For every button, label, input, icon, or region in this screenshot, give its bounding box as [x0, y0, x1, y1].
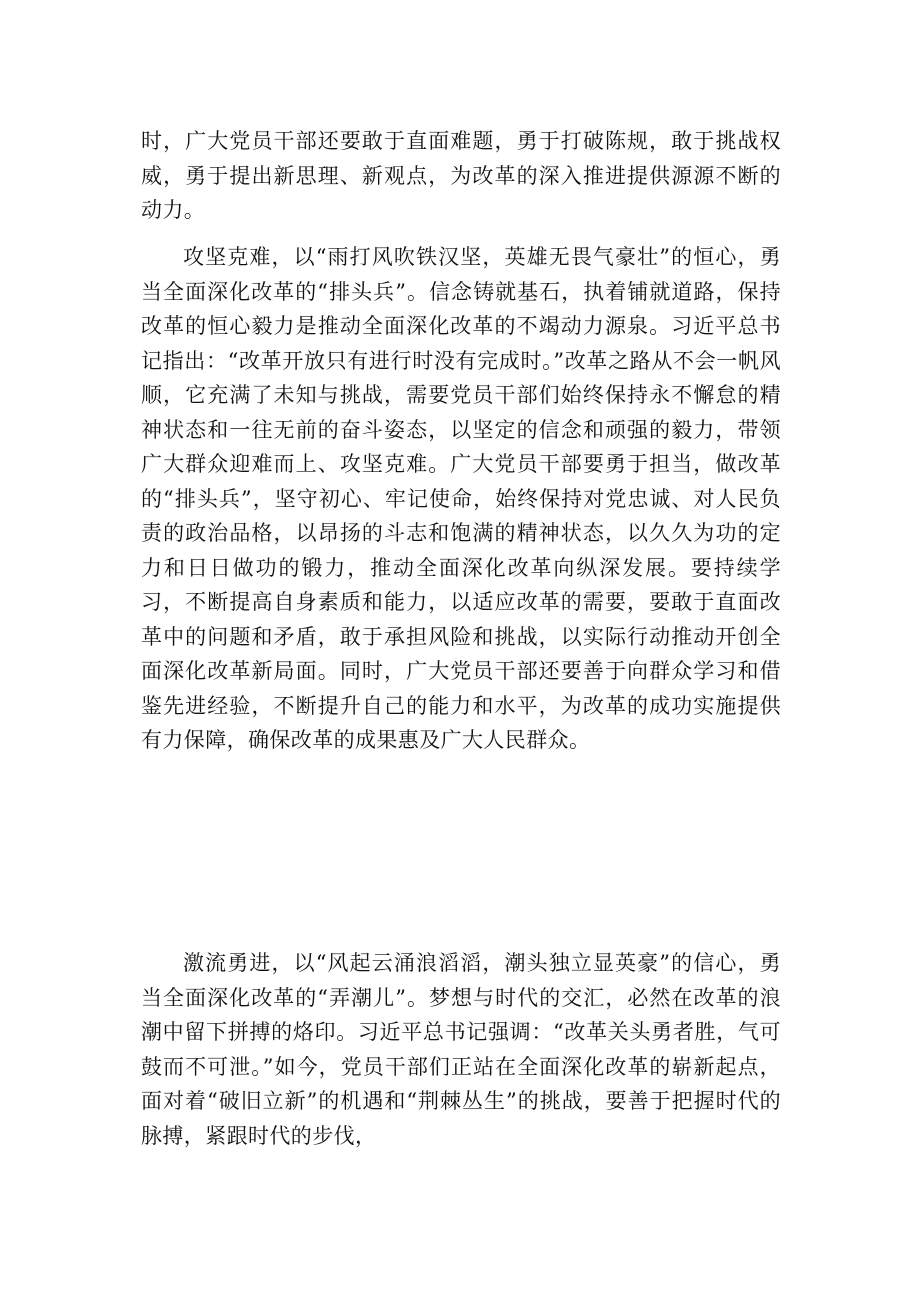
paragraph-gongjian: [141, 240, 781, 758]
paragraph-jiliu: [141, 946, 781, 1153]
paragraph-3: 激流勇进，以“风起云涌浪滔滔，潮头独立显英豪”的信心，勇当全面深化改革的“弄潮儿”。梦想与时代的交汇，必然在改革的浪潮中留下拼搏的烙印。习近平总书记强调：“改革关头勇者胜，气可鼓而不可泄。”如今，党员干部们正站在全面深化改革的崭新起点，面对着“破旧立新”的机遇和“荆棘丛生”的挑战，要善于把握时代的脉搏，紧跟时代的步伐，: [141, 951, 781, 1148]
paragraph-2: 攻坚克难，以“雨打风吹铁汉坚，英雄无畏气豪壮”的恒心，勇当全面深化改革的“排头兵”。信念铸就基石，执着铺就道路，保持改革的恒心毅力是推动全面深化改革的不竭动力源泉。习近平总书记指出：“改革开放只有进行时没有完成时。”改革之路从不会一帆风顺，它充满了未知与挑战，需要党员干部们始终保持永不懈怠的精神状态和一往无前的奋斗姿态，以坚定的信念和顽强的毅力，带领广大群众迎难而上、攻坚克难。广大党员干部要勇于担当，做改革的“排头兵”，坚守初心、牢记使命，始终保持对党忠诚、对人民负责的政治品格，以昂扬的斗志和饱满的精神状态，以久久为功的定力和日日做功的锻力，推动全面深化改革向纵深发展。要持续学习，不断提高自身素质和能力，以适应改革的需要，要敢于直面改革中的问题和矛盾，敢于承担风险和挑战，以实际行动推动开创全面深化改革新局面。同时，广大党员干部还要善于向群众学习和借鉴先进经验，不断提升自己的能力和水平，为改革的成功实施提供有力保障，确保改革的成果惠及广大人民群众。: [141, 245, 781, 752]
paragraph-1: 时，广大党员干部还要敢于直面难题，勇于打破陈规，敢于挑战权威，勇于提出新思理、新观点，为改革的深入推进提供源源不断的动力。: [141, 129, 781, 222]
paragraph-continuation: [141, 124, 781, 228]
